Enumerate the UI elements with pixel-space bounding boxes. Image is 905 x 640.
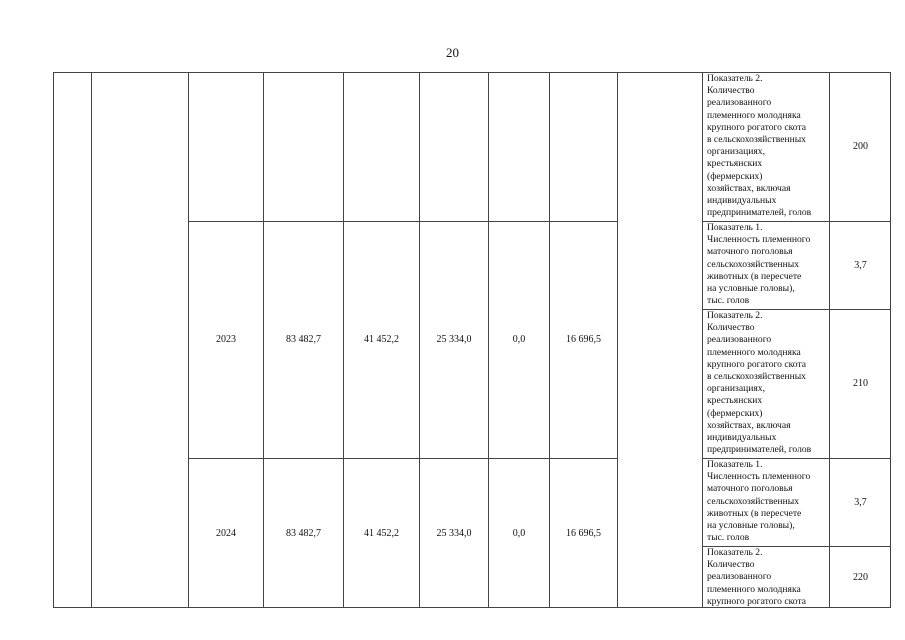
indicator-text: Показатель 1. Численность племенного маточного поголовья сельскохозяйственных животных (в пересчете на условные головы), тыс. голов [702,221,829,309]
indicator-value: 220 [829,546,891,608]
col-name-cell [91,72,188,608]
amount-cell-2023-1: 83 482,7 [263,221,343,458]
amount-cell-2023-4: 0,0 [488,221,549,458]
indicator-value: 3,7 [829,221,891,309]
indicator-value: 3,7 [829,458,891,546]
col-number-cell [53,72,91,608]
amount-cell-2023-5: 16 696,5 [549,221,617,458]
year-cell-2024: 2024 [188,458,263,608]
amount-cell-prev-2 [343,72,419,221]
indicator-value: 200 [829,72,891,221]
year-cell-2023: 2023 [188,221,263,458]
amount-cell-2024-1: 83 482,7 [263,458,343,608]
amount-cell-2024-3: 25 334,0 [419,458,488,608]
table-right-border [890,72,891,608]
indicator-text: Показатель 2. Количество реализованного племенного молодняка крупного рогатого скота в сельскохозяйственных организациях, крестьянских (фермерских) хозяйствах, включая индивидуальных предпринимателей, голов [702,72,829,221]
amount-cell-prev-3 [419,72,488,221]
amount-cell-2024-2: 41 452,2 [343,458,419,608]
amount-cell-prev-5 [549,72,617,221]
amount-cell-2023-3: 25 334,0 [419,221,488,458]
table-bottom-border [53,607,891,608]
page-number: 20 [446,45,459,60]
indicator-text: Показатель 1. Численность племенного маточного поголовья сельскохозяйственных животных (в пересчете на условные головы), тыс. голов [702,458,829,546]
indicator-text: Показатель 2. Количество реализованного племенного молодняка крупного рогатого скота в сельскохозяйственных организациях, крестьянских (фермерских) хозяйствах, включая индивидуальных предпринимателей, голов [702,309,829,458]
year-cell-prev [188,72,263,221]
amount-cell-2024-4: 0,0 [488,458,549,608]
amount-cell-2023-2: 41 452,2 [343,221,419,458]
amount-cell-2024-5: 16 696,5 [549,458,617,608]
responsible-cell [617,72,702,608]
indicator-text: Показатель 2. Количество реализованного племенного молодняка крупного рогатого скота [702,546,829,608]
indicator-value: 210 [829,309,891,458]
amount-cell-prev-4 [488,72,549,221]
amount-cell-prev-1 [263,72,343,221]
program-table [53,72,891,608]
